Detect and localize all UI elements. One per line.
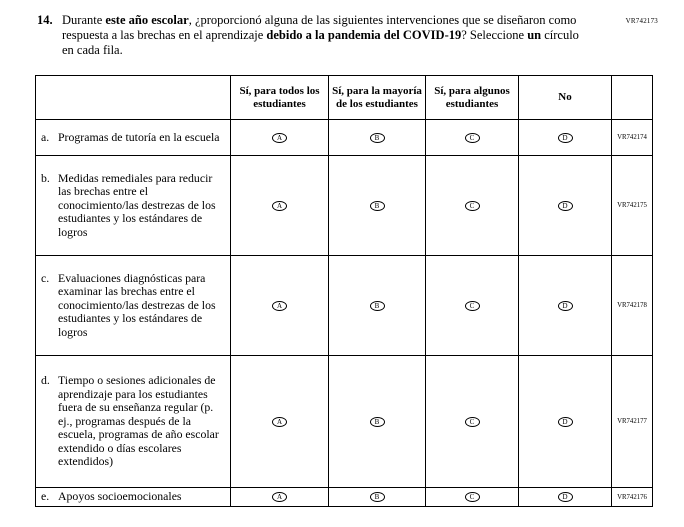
table-header-row bbox=[36, 76, 653, 120]
row-d-label: Tiempo o sesiones adicionales de aprendizaje para los estudiantes fuera de su enseñanza regular (p. ej., programas después de la escuela, programas de año escolar extendido o días escolares extendidos) bbox=[58, 372, 219, 469]
table-row-b bbox=[36, 156, 653, 256]
header-empty-code-cell bbox=[612, 76, 653, 120]
row-d-answer-bubble-d[interactable]: D bbox=[558, 417, 573, 427]
question-text-bold-covid: debido a la pandemia del COVID-19 bbox=[266, 28, 462, 42]
row-a-answer-bubble-d[interactable]: D bbox=[558, 133, 573, 143]
row-e-answer-bubble-b[interactable]: B bbox=[370, 492, 385, 502]
table-row-c bbox=[36, 256, 653, 356]
row-e-answer-bubble-a[interactable]: A bbox=[272, 492, 287, 502]
question-text-seg1: Durante bbox=[62, 13, 106, 27]
row-a-answer-bubble-c[interactable]: C bbox=[465, 133, 480, 143]
row-e-option-cell-a bbox=[231, 488, 329, 507]
row-a-answer-bubble-b[interactable]: B bbox=[370, 133, 385, 143]
row-d-code: VR742177 bbox=[612, 356, 653, 488]
row-e-label: Apoyos socioemocionales bbox=[58, 489, 182, 504]
row-c-option-cell-d bbox=[519, 256, 612, 356]
survey-page bbox=[0, 13, 684, 527]
question-text-seg5: ? Seleccione bbox=[461, 28, 528, 42]
row-b-answer-bubble-b[interactable]: B bbox=[370, 201, 385, 211]
row-d-label-cell bbox=[36, 356, 231, 488]
row-d-answer-bubble-b[interactable]: B bbox=[370, 417, 385, 427]
row-a-label-cell bbox=[36, 120, 231, 156]
row-c-answer-bubble-c[interactable]: C bbox=[465, 301, 480, 311]
row-c-letter: c. bbox=[41, 270, 50, 285]
row-b-letter: b. bbox=[41, 170, 50, 185]
row-e-option-cell-c bbox=[426, 488, 519, 507]
header-empty-label-cell bbox=[36, 76, 231, 120]
row-a-code: VR742174 bbox=[612, 120, 653, 156]
row-c-answer-bubble-a[interactable]: A bbox=[272, 301, 287, 311]
row-b-answer-bubble-a[interactable]: A bbox=[272, 201, 287, 211]
question-text-seg7: círculo en cada fila. bbox=[62, 28, 579, 57]
form-code-top-right: VR742173 bbox=[625, 17, 658, 25]
row-e-letter: e. bbox=[41, 489, 50, 504]
row-e-answer-bubble-c[interactable]: C bbox=[465, 492, 480, 502]
header-si-todos: Sí, para todos los estudiantes bbox=[231, 76, 329, 120]
row-e-label-cell bbox=[36, 488, 231, 507]
row-a-letter: a. bbox=[41, 129, 50, 144]
header-no: No bbox=[519, 76, 612, 120]
row-e-code: VR742176 bbox=[612, 488, 653, 507]
row-b-code: VR742175 bbox=[612, 156, 653, 256]
row-b-option-cell-a bbox=[231, 156, 329, 256]
row-a-label: Programas de tutoría en la escuela bbox=[58, 129, 220, 144]
question-number: 14. bbox=[37, 13, 53, 27]
question-14 bbox=[37, 13, 654, 58]
table-row-a bbox=[36, 120, 653, 156]
row-b-answer-bubble-c[interactable]: C bbox=[465, 201, 480, 211]
question-text-seg3: , ¿proporcionó alguna de las siguientes intervenciones que se diseñaron como respuesta a las brechas en el aprendizaje bbox=[62, 13, 577, 42]
row-d-letter: d. bbox=[41, 372, 50, 387]
row-a-answer-bubble-a[interactable]: A bbox=[272, 133, 287, 143]
row-b-option-cell-c bbox=[426, 156, 519, 256]
table-row-d bbox=[36, 356, 653, 488]
table-row-e bbox=[36, 488, 653, 507]
row-b-option-cell-d bbox=[519, 156, 612, 256]
row-b-answer-bubble-d[interactable]: D bbox=[558, 201, 573, 211]
row-e-option-cell-b bbox=[329, 488, 426, 507]
row-c-label-cell bbox=[36, 256, 231, 356]
question-text-bold-ano-escolar: este año escolar bbox=[105, 13, 189, 27]
row-d-option-cell-b bbox=[329, 356, 426, 488]
row-c-option-cell-a bbox=[231, 256, 329, 356]
row-d-option-cell-c bbox=[426, 356, 519, 488]
question-text bbox=[62, 13, 592, 58]
row-c-option-cell-b bbox=[329, 256, 426, 356]
row-e-answer-bubble-d[interactable]: D bbox=[558, 492, 573, 502]
row-b-label: Medidas remediales para reducir las brechas entre el conocimiento/las destrezas de los estudiantes y los estándares de logros bbox=[58, 170, 216, 239]
row-b-label-cell bbox=[36, 156, 231, 256]
header-si-algunos: Sí, para algunos estudiantes bbox=[426, 76, 519, 120]
row-c-answer-bubble-d[interactable]: D bbox=[558, 301, 573, 311]
row-a-option-cell-c bbox=[426, 120, 519, 156]
row-d-answer-bubble-a[interactable]: A bbox=[272, 417, 287, 427]
row-d-answer-bubble-c[interactable]: C bbox=[465, 417, 480, 427]
question-14-table bbox=[35, 75, 653, 507]
row-a-option-cell-d bbox=[519, 120, 612, 156]
row-e-option-cell-d bbox=[519, 488, 612, 507]
row-c-code: VR742178 bbox=[612, 256, 653, 356]
row-c-label: Evaluaciones diagnósticas para examinar las brechas entre el conocimiento/las destrezas de los estudiantes y los estándares de logros bbox=[58, 270, 216, 339]
row-c-answer-bubble-b[interactable]: B bbox=[370, 301, 385, 311]
row-a-option-cell-b bbox=[329, 120, 426, 156]
row-a-option-cell-a bbox=[231, 120, 329, 156]
row-d-option-cell-a bbox=[231, 356, 329, 488]
header-si-mayoria: Sí, para la mayoría de los estudiantes bbox=[329, 76, 426, 120]
row-b-option-cell-b bbox=[329, 156, 426, 256]
row-d-option-cell-d bbox=[519, 356, 612, 488]
question-text-bold-un: un bbox=[527, 28, 542, 42]
row-c-option-cell-c bbox=[426, 256, 519, 356]
